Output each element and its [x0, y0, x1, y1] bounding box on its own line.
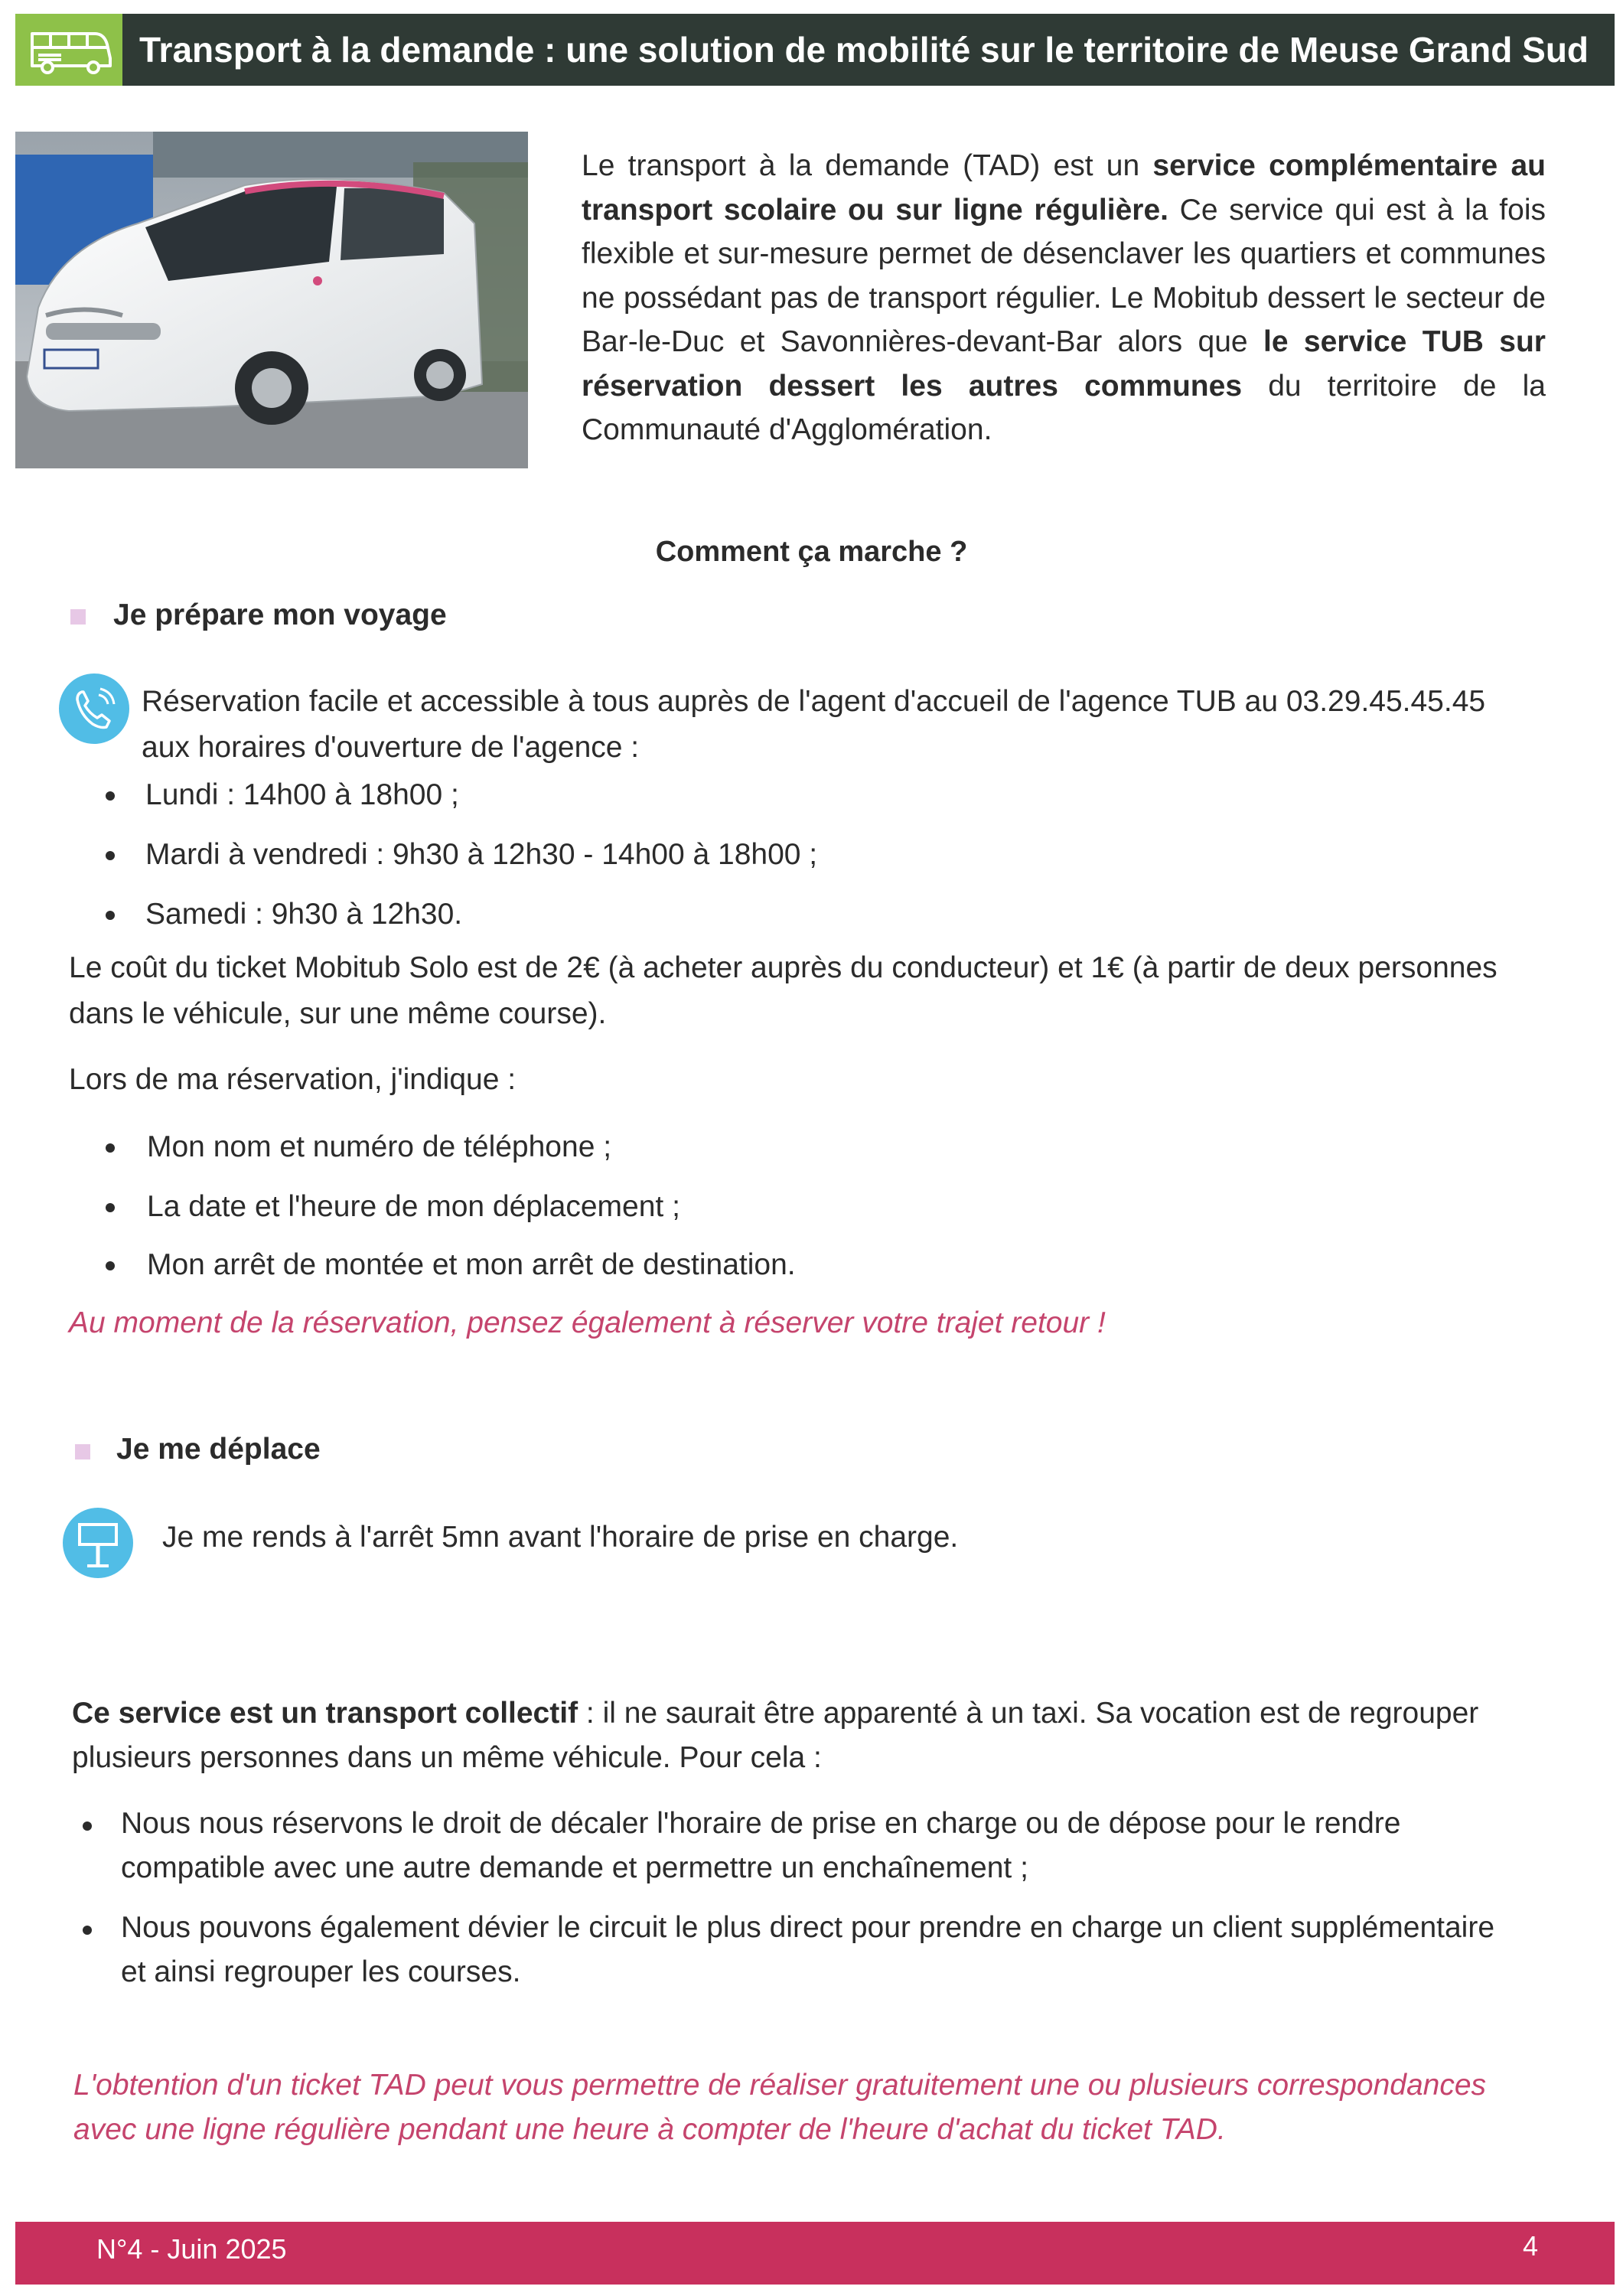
bullet	[106, 1261, 115, 1270]
section-heading-how: Comment ça marche ?	[655, 536, 968, 568]
footer-issue: N°4 - Juin 2025	[96, 2233, 287, 2265]
collective-bold: Ce service est un transport collectif	[72, 1697, 578, 1730]
intro-bold-1: service complémentaire au transport scolaire ou sur ligne régulière.	[582, 149, 1546, 227]
hours-item: Lundi : 14h00 à 18h00 ;	[145, 778, 459, 811]
collective-item-1-line-1: Nous nous réservons le droit de décaler l'horaire de prise en charge ou de dépose pour le rendre	[121, 1807, 1401, 1840]
phone-icon-circle	[59, 673, 129, 744]
intro-text-1: Le transport à la demande (TAD) est un	[582, 149, 1153, 182]
bullet	[106, 791, 115, 801]
intro-text-3: du territoire de la Communauté d'Agglomération.	[582, 369, 1546, 446]
cost-line-2: dans le véhicule, sur une même course).	[69, 997, 607, 1030]
bullet	[106, 1143, 115, 1153]
hours-item: Mardi à vendredi : 9h30 à 12h30 - 14h00 à 18h00 ;	[145, 838, 818, 871]
hours-item: Samedi : 9h30 à 12h30.	[145, 898, 463, 931]
section-title-travel: Je me déplace	[116, 1433, 321, 1466]
collective-item-2-line-2: et ainsi regrouper les courses.	[121, 1955, 521, 1988]
travel-text: Je me rends à l'arrêt 5mn avant l'horaire de prise en charge.	[162, 1521, 959, 1554]
minibus-icon	[15, 14, 122, 86]
prepare-line-1: Réservation facile et accessible à tous auprès de l'agent d'accueil de l'agence TUB au 03.29.45.45.45	[142, 685, 1486, 718]
minibus-photo-illustration	[15, 132, 528, 468]
collective-rest: : il ne saurait être apparenté à un taxi. Sa vocation est de regrouper	[578, 1697, 1479, 1730]
page-number: 4	[1523, 2230, 1539, 2262]
indicate-item: La date et l'heure de mon déplacement ;	[147, 1190, 680, 1223]
reminder-note: Au moment de la réservation, pensez également à réserver votre trajet retour !	[69, 1306, 1106, 1339]
bus-stop-icon-circle	[63, 1508, 133, 1578]
indicate-line: Lors de ma réservation, j'indique :	[69, 1063, 517, 1096]
cost-line-1: Le coût du ticket Mobitub Solo est de 2€ (à acheter auprès du conducteur) et 1€ (à partir de deux personnes	[69, 951, 1498, 984]
intro-paragraph	[582, 144, 1546, 452]
intro-bold-2: le service TUB sur réservation dessert les autres communes	[582, 325, 1546, 403]
bullet	[83, 1821, 92, 1831]
bullet	[106, 911, 115, 920]
collective-line-1	[72, 1691, 1478, 1736]
section-square-marker	[75, 1444, 90, 1459]
phone-icon	[59, 673, 129, 744]
collective-item-1-line-2: compatible avec une autre demande et permettre un enchaînement ;	[121, 1851, 1028, 1884]
ticket-note-line-1: L'obtention d'un ticket TAD peut vous permettre de réaliser gratuitement une ou plusieurs correspondances	[73, 2069, 1487, 2102]
bus-stop-sign-icon	[63, 1508, 133, 1578]
bullet	[106, 851, 115, 860]
indicate-item: Mon nom et numéro de téléphone ;	[147, 1130, 612, 1163]
vehicle-photo	[15, 132, 528, 468]
prepare-line-2: aux horaires d'ouverture de l'agence :	[142, 731, 640, 764]
page-title: Transport à la demande : une solution de mobilité sur le territoire de Meuse Grand Sud	[139, 30, 1589, 70]
section-square-marker	[70, 609, 86, 625]
collective-item-2-line-1: Nous pouvons également dévier le circuit le plus direct pour prendre en charge un client supplémentaire	[121, 1911, 1495, 1944]
section-title-prepare: Je prépare mon voyage	[113, 598, 447, 631]
intro-text-2: Ce service qui est à la fois flexible et sur-mesure permet de désenclaver les quartiers et communes ne possédant pas de transport régulier. Le Mobitub dessert le secteur de Bar-le-Duc et Savonnières-devant-Bar alors que	[582, 193, 1546, 358]
bullet	[83, 1926, 92, 1935]
bullet	[106, 1203, 115, 1212]
collective-line-2: plusieurs personnes dans un même véhicule. Pour cela :	[72, 1741, 822, 1774]
ticket-note-line-2: avec une ligne régulière pendant une heure à compter de l'heure d'achat du ticket TAD.	[73, 2113, 1226, 2146]
header-icon-box	[15, 14, 122, 86]
indicate-item: Mon arrêt de montée et mon arrêt de destination.	[147, 1248, 796, 1281]
